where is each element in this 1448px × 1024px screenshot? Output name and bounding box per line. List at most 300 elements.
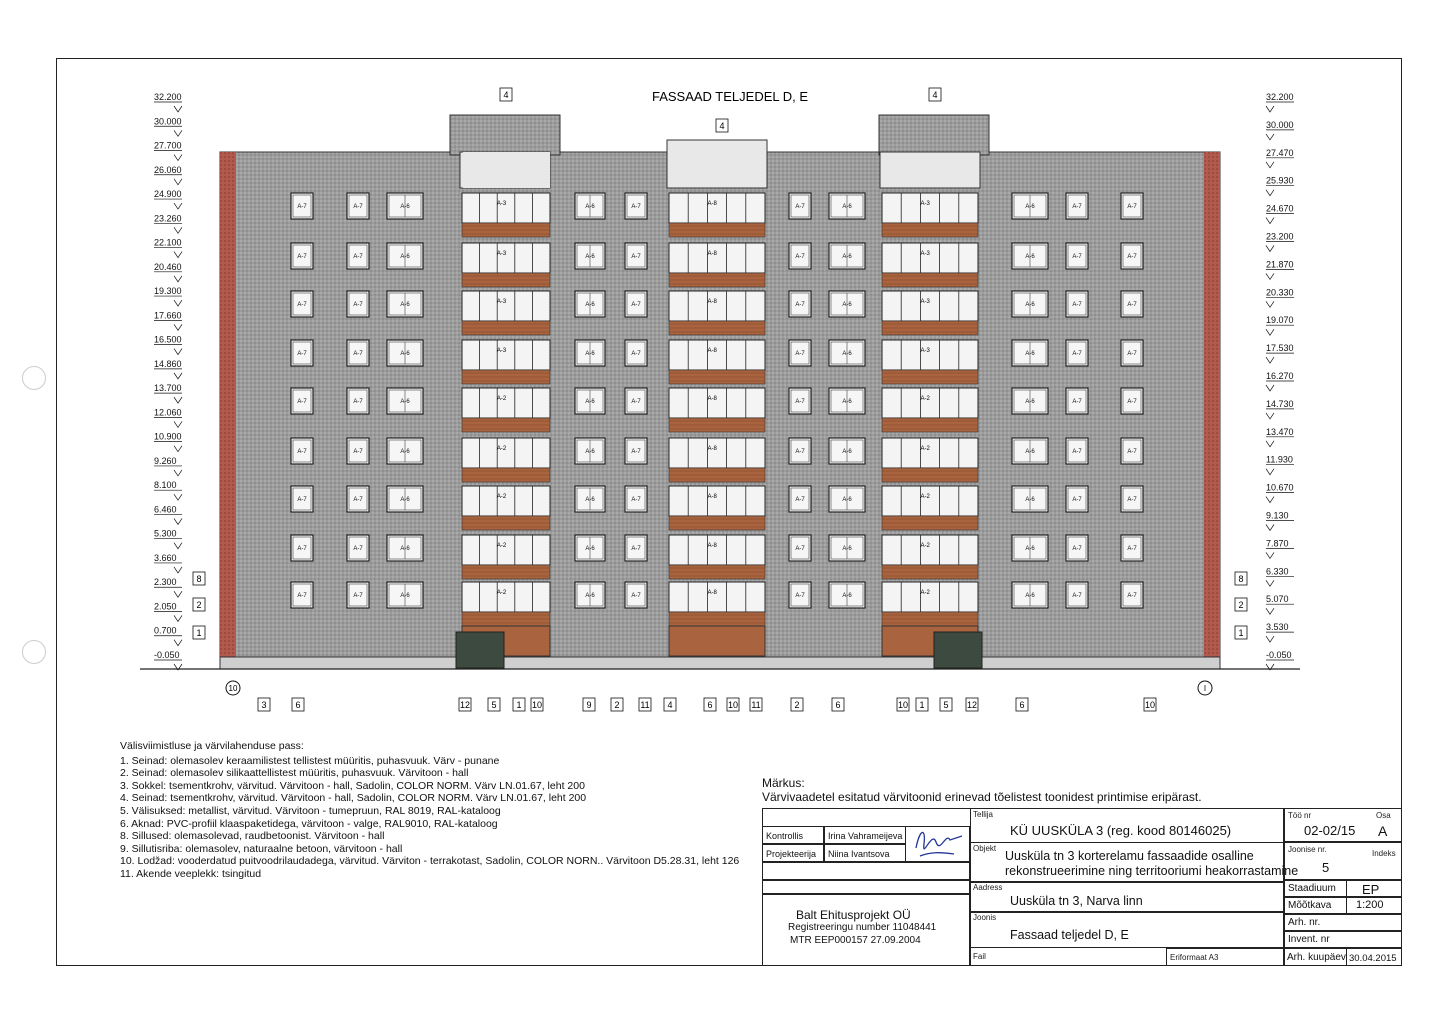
- notes-heading: Välisviimistluse ja värvilahenduse pass:: [120, 740, 304, 752]
- svg-text:6.460: 6.460: [154, 504, 177, 515]
- osa-value: A: [1378, 823, 1388, 839]
- window-a6: [575, 486, 605, 512]
- svg-text:1: 1: [1238, 628, 1244, 638]
- svg-text:A-2: A-2: [920, 543, 930, 549]
- svg-text:A-7: A-7: [1127, 449, 1137, 455]
- loggia: [669, 438, 765, 482]
- svg-text:5.300: 5.300: [154, 528, 177, 539]
- svg-text:A-8: A-8: [707, 299, 717, 305]
- svg-text:A-6: A-6: [1025, 497, 1035, 503]
- svg-text:A-2: A-2: [496, 494, 507, 500]
- svg-text:A-6: A-6: [585, 204, 595, 210]
- svg-text:A-6: A-6: [585, 449, 595, 455]
- svg-text:A-7: A-7: [297, 351, 307, 357]
- level-mark: [1266, 343, 1294, 363]
- window-a6: [1012, 291, 1048, 317]
- callout-tag: [929, 88, 941, 101]
- loggia: [882, 340, 978, 384]
- level-mark: [154, 456, 182, 476]
- svg-text:A-7: A-7: [631, 593, 641, 599]
- projekteeris-label: Projekteerija: [766, 849, 817, 859]
- svg-text:A-7: A-7: [1072, 449, 1082, 455]
- window-a7: [347, 388, 369, 414]
- svg-text:A-7: A-7: [631, 254, 641, 260]
- window-a7: [347, 340, 369, 366]
- svg-text:2: 2: [614, 700, 620, 710]
- svg-text:A-6: A-6: [842, 593, 852, 599]
- svg-text:9.130: 9.130: [1266, 510, 1289, 521]
- window-a6: [829, 340, 865, 366]
- svg-text:8: 8: [196, 574, 202, 584]
- svg-text:A-6: A-6: [585, 254, 595, 260]
- svg-text:4: 4: [503, 90, 509, 100]
- svg-text:A-6: A-6: [585, 497, 595, 503]
- callout-tag: [488, 698, 500, 711]
- svg-text:A-2: A-2: [496, 446, 507, 452]
- loggia: [462, 340, 550, 384]
- window-a7: [625, 193, 647, 219]
- callout-tag: [1235, 598, 1247, 611]
- svg-text:9.260: 9.260: [154, 455, 177, 466]
- svg-text:A-7: A-7: [795, 204, 805, 210]
- window-a7: [789, 535, 811, 561]
- window-a6: [575, 388, 605, 414]
- staadium-label: Staadiuum: [1288, 883, 1336, 894]
- callout-tag: [583, 698, 595, 711]
- level-mark: [1266, 120, 1294, 140]
- level-mark: [154, 116, 182, 136]
- svg-text:A-7: A-7: [353, 497, 363, 503]
- svg-text:6: 6: [295, 700, 301, 710]
- level-mark: [154, 238, 182, 258]
- svg-text:3.660: 3.660: [154, 552, 177, 563]
- svg-text:24.670: 24.670: [1266, 203, 1294, 214]
- svg-text:-0.050: -0.050: [154, 650, 180, 660]
- window-a7: [291, 291, 313, 317]
- window-a6: [387, 535, 423, 561]
- svg-text:A-7: A-7: [297, 204, 307, 210]
- svg-text:I: I: [1203, 684, 1207, 693]
- note-item: 3. Sokkel: tsementkrohv, värvitud. Värvitoon - hall, Sadolin, COLOR NORM. Värv LN.01.67, leht 200: [120, 779, 585, 792]
- loggia: [462, 438, 550, 482]
- svg-text:6: 6: [835, 700, 841, 710]
- svg-text:13.470: 13.470: [1266, 426, 1294, 437]
- svg-text:A-7: A-7: [353, 351, 363, 357]
- window-a6: [829, 388, 865, 414]
- svg-text:A-8: A-8: [707, 446, 717, 452]
- svg-text:2: 2: [794, 700, 800, 710]
- window-a6: [1012, 193, 1048, 219]
- callout-tag: [897, 698, 909, 711]
- svg-text:A-7: A-7: [631, 497, 641, 503]
- svg-text:6: 6: [1019, 700, 1025, 710]
- too-nr-value: 02-02/15: [1304, 823, 1356, 838]
- window-a6: [387, 193, 423, 219]
- window-a7: [625, 582, 647, 608]
- svg-text:A-3: A-3: [496, 348, 507, 354]
- notes-list: [120, 755, 760, 881]
- callout-tag: [1235, 572, 1247, 585]
- svg-text:A-7: A-7: [631, 302, 641, 308]
- level-mark: [154, 553, 182, 573]
- loggia: [462, 193, 550, 237]
- svg-text:A-7: A-7: [795, 449, 805, 455]
- loggia: [669, 535, 765, 579]
- window-a7: [347, 535, 369, 561]
- svg-text:5: 5: [491, 700, 497, 710]
- stair-tower-top: [879, 115, 989, 155]
- callout-tag: [704, 698, 716, 711]
- level-mark: [1266, 287, 1294, 307]
- level-mark: [154, 262, 182, 282]
- svg-text:22.100: 22.100: [154, 237, 182, 248]
- arh-nr-label: Arh. nr.: [1288, 917, 1321, 928]
- loggia: [882, 291, 978, 335]
- window-a6: [387, 438, 423, 464]
- window-a7: [625, 388, 647, 414]
- svg-text:20.330: 20.330: [1266, 287, 1294, 298]
- svg-text:A-7: A-7: [795, 302, 805, 308]
- window-a6: [387, 291, 423, 317]
- callout-tag: [791, 698, 803, 711]
- svg-text:16.500: 16.500: [154, 334, 182, 345]
- callout-tag: [727, 698, 739, 711]
- svg-text:A-7: A-7: [1127, 351, 1137, 357]
- callout-tag: [531, 698, 543, 711]
- level-mark: [154, 359, 182, 379]
- callout-tag: [832, 698, 844, 711]
- note-item: 4. Seinad: tsementkrohv, värvitud. Värvitoon - hall, Sadolin, COLOR NORM. Värv LN.01.67, leht 200: [120, 792, 587, 805]
- joonis-label: Joonis: [973, 913, 997, 922]
- window-a7: [625, 243, 647, 269]
- svg-text:A-3: A-3: [496, 251, 507, 257]
- callout-tag: [966, 698, 978, 711]
- level-mark: [1266, 232, 1294, 252]
- loggia: [669, 388, 765, 432]
- svg-text:A-6: A-6: [842, 351, 852, 357]
- svg-text:A-6: A-6: [842, 449, 852, 455]
- svg-text:A-6: A-6: [1025, 351, 1035, 357]
- window-a7: [789, 582, 811, 608]
- osa-label: Osa: [1376, 811, 1391, 820]
- svg-text:A-6: A-6: [400, 399, 410, 405]
- window-a7: [291, 486, 313, 512]
- callout-tag: [1016, 698, 1028, 711]
- level-mark: [154, 432, 182, 452]
- svg-text:20.460: 20.460: [154, 261, 182, 272]
- invent-label: Invent. nr: [1288, 934, 1330, 945]
- bay-top-left: [463, 152, 550, 188]
- svg-text:32.200: 32.200: [154, 92, 182, 102]
- svg-text:A-2: A-2: [496, 396, 507, 402]
- callout-tag: [664, 698, 676, 711]
- svg-text:A-7: A-7: [1072, 593, 1082, 599]
- level-mark: [1266, 427, 1294, 447]
- svg-text:27.470: 27.470: [1266, 147, 1294, 158]
- callout-tag: [193, 572, 205, 585]
- svg-text:A-7: A-7: [353, 449, 363, 455]
- svg-text:11.930: 11.930: [1266, 454, 1293, 465]
- level-mark: [1266, 566, 1294, 586]
- svg-text:A-6: A-6: [400, 351, 410, 357]
- plinth: [220, 657, 1220, 669]
- svg-text:A-2: A-2: [496, 590, 507, 596]
- svg-text:A-7: A-7: [1127, 546, 1137, 552]
- callout-tag: [1144, 698, 1156, 711]
- window-a7: [347, 291, 369, 317]
- svg-text:25.930: 25.930: [1266, 175, 1294, 186]
- svg-text:A-7: A-7: [1072, 351, 1082, 357]
- window-a6: [575, 535, 605, 561]
- svg-text:7.870: 7.870: [1266, 538, 1289, 549]
- too-nr-label: Töö nr: [1288, 811, 1312, 820]
- svg-text:A-6: A-6: [1025, 204, 1035, 210]
- svg-text:A-8: A-8: [707, 590, 717, 596]
- svg-text:14.860: 14.860: [154, 358, 182, 369]
- loggia: [462, 243, 550, 287]
- svg-text:A-6: A-6: [400, 204, 410, 210]
- level-mark: [1266, 259, 1294, 279]
- svg-text:10: 10: [531, 700, 543, 710]
- svg-text:A-7: A-7: [297, 302, 307, 308]
- svg-text:11: 11: [640, 700, 650, 710]
- level-mark: [1266, 511, 1294, 531]
- projekteeris-name: Niina Ivantsova: [828, 849, 890, 859]
- callout-tag: [500, 88, 512, 101]
- svg-text:10: 10: [1144, 700, 1156, 710]
- svg-text:A-3: A-3: [920, 201, 930, 207]
- svg-text:A-3: A-3: [496, 299, 507, 305]
- callout-tag: [193, 626, 205, 639]
- window-a7: [789, 438, 811, 464]
- svg-text:A-2: A-2: [920, 494, 930, 500]
- svg-text:A-7: A-7: [353, 302, 363, 308]
- window-a6: [829, 438, 865, 464]
- svg-text:A-2: A-2: [920, 446, 930, 452]
- svg-text:A-7: A-7: [631, 351, 641, 357]
- window-a7: [1121, 535, 1143, 561]
- window-a7: [1121, 438, 1143, 464]
- window-a7: [1066, 486, 1088, 512]
- window-a7: [291, 388, 313, 414]
- svg-text:24.900: 24.900: [154, 189, 182, 200]
- objekt-label: Objekt: [973, 844, 997, 853]
- window-a6: [387, 243, 423, 269]
- svg-text:A-6: A-6: [842, 546, 852, 552]
- svg-text:A-6: A-6: [842, 399, 852, 405]
- note-item: 2. Seinad: olemasolev silikaattellistest müüritis, puhasvuuk. Värvitoon - hall: [120, 767, 469, 780]
- svg-text:A-6: A-6: [1025, 546, 1035, 552]
- svg-text:A-7: A-7: [1127, 399, 1137, 405]
- svg-text:11: 11: [751, 700, 761, 710]
- level-mark: [154, 626, 182, 646]
- loggia: [882, 243, 978, 287]
- window-a7: [347, 486, 369, 512]
- svg-text:A-8: A-8: [707, 543, 717, 549]
- svg-text:8.100: 8.100: [154, 480, 177, 491]
- fail-label: Fail: [973, 952, 986, 961]
- callout-tag: [639, 698, 651, 711]
- window-a7: [347, 438, 369, 464]
- svg-text:2.300: 2.300: [154, 577, 177, 588]
- level-mark: [154, 141, 182, 161]
- window-a7: [789, 486, 811, 512]
- svg-text:A-7: A-7: [1072, 254, 1082, 260]
- loggia: [882, 438, 978, 482]
- loggia: [462, 486, 550, 530]
- svg-text:12.060: 12.060: [154, 407, 182, 418]
- window-a6: [387, 388, 423, 414]
- level-mark: [1266, 399, 1294, 419]
- note-item: 10. Lodžad: vooderdatud puitvoodrilaudadega, värvitud. Värviton - terrakotast, Sadolin, COLOR NORN.. Värvitoon D5.28.31, leht 126: [120, 855, 740, 868]
- callout-tag: [611, 698, 623, 711]
- svg-text:4: 4: [667, 700, 673, 710]
- svg-text:30.000: 30.000: [1266, 119, 1294, 130]
- loggia: [462, 291, 550, 335]
- svg-text:9: 9: [586, 700, 592, 710]
- svg-text:A-6: A-6: [1025, 449, 1035, 455]
- level-mark: [1266, 176, 1294, 196]
- level-mark: [154, 335, 182, 355]
- window-a6: [829, 291, 865, 317]
- svg-text:10.670: 10.670: [1266, 482, 1294, 493]
- svg-text:A-7: A-7: [795, 254, 805, 260]
- svg-text:6.330: 6.330: [1266, 566, 1289, 577]
- level-mark: [154, 480, 182, 500]
- svg-text:A-6: A-6: [585, 399, 595, 405]
- mid-bay-top: [667, 140, 767, 188]
- svg-text:A-7: A-7: [1127, 254, 1137, 260]
- level-mark: [154, 650, 182, 670]
- svg-text:A-6: A-6: [400, 302, 410, 308]
- note-item: 1. Seinad: olemasolev keraamilistest tellistest müüritis, puhasvuuk. Värv - punane: [120, 754, 500, 767]
- window-a7: [625, 535, 647, 561]
- window-a7: [789, 291, 811, 317]
- svg-text:3: 3: [261, 700, 267, 710]
- tellija-label: Tellija: [973, 810, 994, 819]
- window-a7: [291, 193, 313, 219]
- window-a6: [387, 582, 423, 608]
- svg-text:A-7: A-7: [631, 546, 641, 552]
- window-a6: [1012, 388, 1048, 414]
- svg-text:A-6: A-6: [585, 302, 595, 308]
- company-mtr: MTR EEP000157 27.09.2004: [790, 935, 921, 946]
- callout-tag: [1235, 626, 1247, 639]
- svg-text:14.730: 14.730: [1266, 398, 1294, 409]
- level-mark: [1266, 148, 1294, 168]
- svg-text:5: 5: [943, 700, 949, 710]
- svg-text:13.700: 13.700: [154, 383, 182, 394]
- loggia: [882, 388, 978, 432]
- mootkava-label: Mõõtkava: [1288, 900, 1332, 911]
- svg-text:A-6: A-6: [585, 546, 595, 552]
- window-a6: [829, 486, 865, 512]
- svg-text:10.900: 10.900: [154, 431, 182, 442]
- window-a7: [1066, 193, 1088, 219]
- window-a6: [1012, 486, 1048, 512]
- note-item: 5. Välisuksed: metallist, värvitud. Värvitoon - tumepruun, RAL 8019, RAL-kataloog: [120, 804, 501, 817]
- window-a7: [625, 291, 647, 317]
- svg-text:A-7: A-7: [297, 497, 307, 503]
- svg-text:A-8: A-8: [707, 494, 717, 500]
- objekt-line-2: rekonstrueerimine ning territooriumi heakorrastamine: [1005, 864, 1299, 878]
- svg-text:A-7: A-7: [353, 399, 363, 405]
- drawing-title: FASSAAD TELJEDEL D, E: [651, 89, 809, 104]
- window-a7: [347, 193, 369, 219]
- svg-text:A-7: A-7: [1127, 593, 1137, 599]
- svg-text:A-7: A-7: [353, 546, 363, 552]
- svg-text:A-7: A-7: [631, 399, 641, 405]
- window-a6: [387, 340, 423, 366]
- axis-marker: [1198, 681, 1212, 695]
- aadress-value: Uusküla tn 3, Narva linn: [1010, 894, 1143, 908]
- level-mark: [1266, 594, 1294, 614]
- level-mark: [154, 407, 182, 427]
- svg-text:10: 10: [727, 700, 739, 710]
- level-mark: [154, 601, 182, 621]
- window-a7: [1121, 582, 1143, 608]
- svg-text:A-3: A-3: [496, 201, 507, 207]
- axis-marker: [226, 681, 240, 695]
- company-name: Balt Ehitusprojekt OÜ: [796, 908, 911, 922]
- window-a6: [1012, 340, 1048, 366]
- mootkava-value: 1:200: [1356, 899, 1384, 911]
- svg-text:A-7: A-7: [631, 204, 641, 210]
- svg-text:8: 8: [1238, 574, 1244, 584]
- svg-text:A-7: A-7: [1127, 497, 1137, 503]
- loggia: [669, 291, 765, 335]
- window-a7: [291, 582, 313, 608]
- svg-text:A-7: A-7: [1127, 204, 1137, 210]
- svg-text:A-7: A-7: [1072, 399, 1082, 405]
- loggia: [669, 340, 765, 384]
- svg-text:17.660: 17.660: [154, 310, 182, 321]
- level-mark: [154, 383, 182, 403]
- svg-text:A-6: A-6: [842, 254, 852, 260]
- window-a6: [829, 193, 865, 219]
- window-a7: [1066, 388, 1088, 414]
- svg-text:10: 10: [228, 684, 238, 693]
- callout-tag: [193, 598, 205, 611]
- note-item: 6. Aknad: PVC-profiil klaaspaketidega, värvitoon - valge, RAL9010, RAL-kataloog: [120, 817, 498, 830]
- format-value: Eriformaat A3: [1170, 953, 1219, 962]
- svg-text:21.870: 21.870: [1266, 259, 1294, 270]
- svg-text:A-8: A-8: [707, 348, 717, 354]
- callout-tag: [940, 698, 952, 711]
- svg-text:23.260: 23.260: [154, 213, 182, 224]
- level-mark: [154, 286, 182, 306]
- note-item: 11. Akende veeplekk: tsingitud: [120, 867, 262, 880]
- level-mark: [1266, 622, 1294, 642]
- svg-text:A-8: A-8: [707, 396, 717, 402]
- level-mark: [1266, 371, 1294, 391]
- svg-text:A-7: A-7: [631, 449, 641, 455]
- loggia: [462, 582, 550, 626]
- window-a7: [1121, 193, 1143, 219]
- objekt-line-1: Uusküla tn 3 korterelamu fassaadide osalline: [1005, 849, 1254, 863]
- svg-text:A-7: A-7: [1072, 546, 1082, 552]
- svg-text:A-7: A-7: [297, 254, 307, 260]
- staadium-value: EP: [1362, 882, 1380, 897]
- svg-text:2.050: 2.050: [154, 601, 177, 612]
- joonise-nr-label: Joonise nr.: [1288, 845, 1327, 854]
- svg-text:A-3: A-3: [920, 251, 930, 257]
- callout-tag: [513, 698, 525, 711]
- level-mark: [1266, 538, 1294, 558]
- svg-text:A-6: A-6: [400, 593, 410, 599]
- loggia: [462, 535, 550, 579]
- svg-text:A-8: A-8: [707, 251, 717, 257]
